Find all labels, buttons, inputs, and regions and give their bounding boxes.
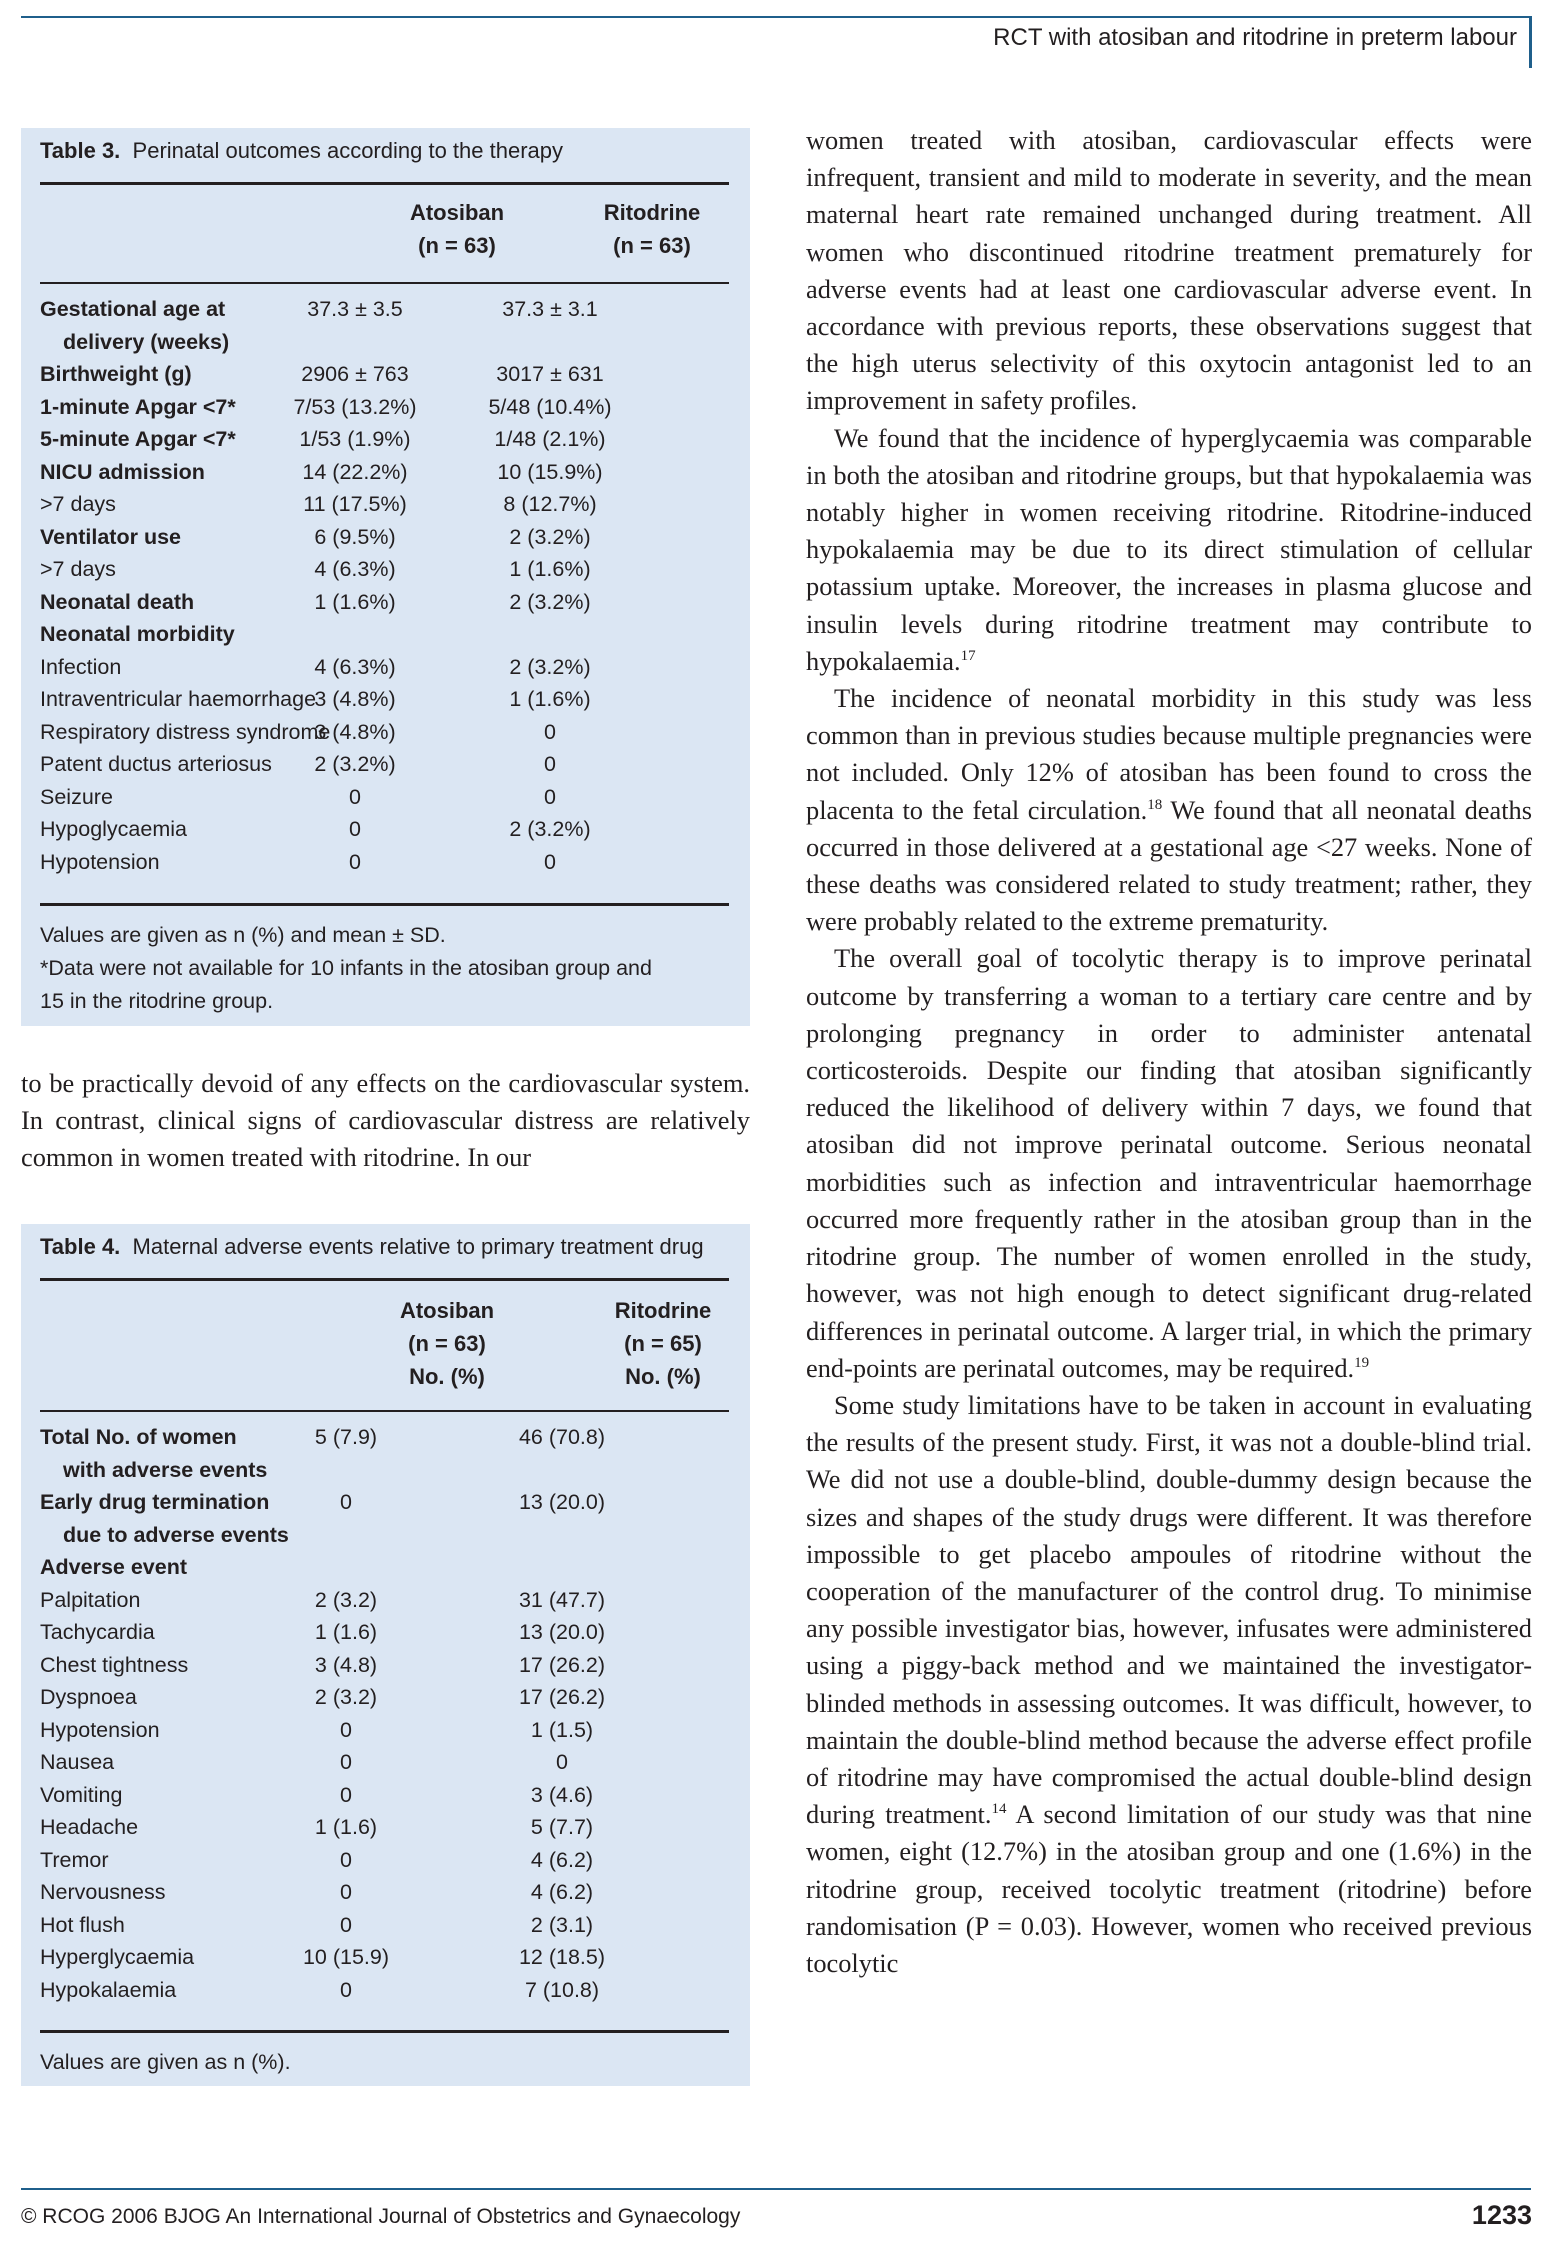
table-3-cell-ritodrine: 1 (1.6%) bbox=[509, 557, 591, 581]
table-4-row bbox=[40, 1746, 729, 1779]
table-4-row bbox=[40, 1811, 729, 1844]
table-3-cell-atosiban: 37.3 ± 3.5 bbox=[307, 297, 403, 321]
table-3-bottom-rule bbox=[40, 903, 729, 906]
table-3-row bbox=[40, 813, 729, 846]
table-4-row bbox=[40, 1519, 729, 1552]
paragraph-text: We found that the incidence of hyperglycaemia was comparable in both the atosiban and ritodrine groups, but that hypokalaemia was notably higher in women receiving ritodrine. Ritodrine-induced hypokalaemia may be due to its direct stimulation of cellular potassium uptake. Moreover, the increases in plasma glucose and insulin levels during ritodrine treatment may contribute to hypokalaemia. bbox=[806, 422, 1532, 676]
table-4-row-label: Hypokalaemia bbox=[40, 1977, 177, 2002]
table-3-row-label: Birthweight (g) bbox=[40, 362, 192, 386]
table-3-top-rule bbox=[40, 182, 729, 185]
table-4-header-rule bbox=[40, 1410, 729, 1412]
table-4-row-label: Early drug termination bbox=[40, 1490, 270, 1514]
table-3-col-atosiban bbox=[357, 196, 557, 262]
table-4-cell-atosiban: 2 (3.2) bbox=[314, 1587, 378, 1612]
table-3-footnote-1: Values are given as n (%) and mean ± SD. bbox=[40, 923, 446, 947]
table-3-row-label: Neonatal death bbox=[40, 589, 195, 614]
table-3-cell-atosiban: 0 bbox=[349, 784, 361, 809]
table-4-row-label: Hypotension bbox=[40, 1717, 160, 1742]
paragraph: women treated with atosiban, cardiovascular effects were infrequent, transient and mild to moderate in severity, and the mean maternal heart rate remained unchanged during treatment. All women who discontinued ritodrine treatment prematurely for adverse events had at least one cardiovascular adverse event. In accordance with previous reports, these observations suggest that the high uterus selectivity of this oxytocin antagonist led to an improvement in safety profiles. bbox=[806, 125, 1532, 416]
table-4-col-atosiban bbox=[347, 1294, 547, 1393]
table-3-cell-ritodrine: 1/48 (2.1%) bbox=[494, 427, 606, 451]
table-4-row-label: Dyspnoea bbox=[40, 1685, 137, 1709]
table-4-col-atosiban-name: Atosiban bbox=[399, 1298, 495, 1323]
paragraph-text: Some study limitations have to be taken in account in evaluating the results of the present study. First, it was not a double-blind trial. We did not use a double-blind, double-dummy design because the sizes and shapes of the study drugs were different. It was therefore impossible to get placebo ampoules of ritodrine without the cooperation of the manufacturer of the control drug. To minimise any possible investigator bias, however, infusates were administered using a piggy-back method and we maintained the investigator-blinded methods in assessing outcomes. It was difficult, however, to maintain the double-blind method because the adverse effect profile of ritodrine may have compromised the actual double-blind design during treatment. bbox=[806, 1389, 1532, 1830]
table-3-row bbox=[40, 553, 729, 586]
paragraph bbox=[806, 420, 1532, 680]
table-3-row-label: Gestational age at bbox=[40, 297, 226, 321]
table-4-cell-ritodrine: 4 (6.2) bbox=[530, 1847, 594, 1872]
table-4-row-label: Nervousness bbox=[40, 1880, 166, 1904]
table-3-cell-atosiban: 4 (6.3%) bbox=[314, 654, 396, 679]
table-3-cell-ritodrine: 2 (3.2%) bbox=[509, 524, 591, 549]
table-4-cell-atosiban: 5 (7.9) bbox=[314, 1425, 378, 1449]
table-3-row-label: Intraventricular haemorrhage bbox=[40, 687, 317, 711]
paragraph-text: A second limitation of our study was that nine women, eight (12.7%) in the atosiban group and one (1.6%) in the ritodrine group, received tocolytic treatment (ritodrine) before randomisation (P = 0.03). However, women who received previous tocolytic bbox=[806, 1799, 1532, 1978]
table-3-cell-atosiban: 14 (22.2%) bbox=[302, 459, 408, 484]
table-3 bbox=[21, 128, 750, 1026]
table-3-cell-ritodrine: 0 bbox=[544, 849, 556, 874]
table-4-title: Maternal adverse events relative to primary treatment drug bbox=[132, 1234, 704, 1259]
table-4-row bbox=[40, 1779, 729, 1812]
table-3-row-label: NICU admission bbox=[40, 459, 205, 484]
table-3-row-label: 1-minute Apgar <7* bbox=[40, 394, 236, 419]
table-3-row bbox=[40, 651, 729, 684]
table-4-cell-atosiban: 0 bbox=[340, 1490, 352, 1514]
table-4-cell-atosiban: 0 bbox=[340, 1717, 352, 1742]
table-3-row bbox=[40, 488, 729, 521]
table-4-row-label: Palpitation bbox=[40, 1587, 141, 1612]
table-4-row bbox=[40, 1454, 729, 1487]
table-4-row bbox=[40, 1681, 729, 1714]
table-3-row bbox=[40, 683, 729, 716]
table-3-cell-ritodrine: 2 (3.2%) bbox=[509, 589, 591, 614]
table-3-cell-ritodrine: 3017 ± 631 bbox=[496, 362, 604, 386]
table-3-title: Perinatal outcomes according to the therapy bbox=[132, 138, 564, 163]
table-4-row-label: Nausea bbox=[40, 1750, 115, 1774]
paragraph bbox=[806, 1387, 1532, 1982]
header-rule bbox=[21, 16, 1531, 18]
table-3-row-label: Seizure bbox=[40, 784, 113, 809]
paragraph bbox=[806, 940, 1532, 1386]
table-3-row bbox=[40, 521, 729, 554]
table-4-top-rule bbox=[40, 1278, 729, 1281]
table-3-row bbox=[40, 586, 729, 619]
table-4-row-label: Hot flush bbox=[40, 1912, 125, 1937]
table-4-cell-ritodrine: 46 (70.8) bbox=[518, 1425, 606, 1449]
table-4-row bbox=[40, 1876, 729, 1909]
table-3-cell-atosiban: 4 (6.3%) bbox=[314, 557, 396, 581]
table-4-cell-atosiban: 0 bbox=[340, 1977, 352, 2002]
table-3-cell-ritodrine: 2 (3.2%) bbox=[509, 654, 591, 679]
table-4-row-label: Headache bbox=[40, 1815, 139, 1839]
footer-journal: © RCOG 2006 BJOG An International Journal of Obstetrics and Gynaecology bbox=[21, 2205, 741, 2228]
table-3-row bbox=[40, 391, 729, 424]
table-3-row bbox=[40, 358, 729, 391]
page-number: 1233 bbox=[1471, 2200, 1532, 2230]
table-4-row bbox=[40, 1551, 729, 1584]
table-4-col-ritodrine-name: Ritodrine bbox=[614, 1298, 712, 1323]
table-3-row bbox=[40, 716, 729, 749]
table-4-cell-atosiban: 1 (1.6) bbox=[314, 1620, 378, 1644]
table-4-col-ritodrine-unit: No. (%) bbox=[625, 1364, 701, 1389]
table-4-cell-atosiban: 1 (1.6) bbox=[314, 1815, 378, 1839]
table-3-row bbox=[40, 423, 729, 456]
table-3-row-label: >7 days bbox=[40, 557, 116, 581]
table-3-cell-atosiban: 0 bbox=[349, 849, 361, 874]
table-3-row-label: delivery (weeks) bbox=[63, 329, 230, 354]
table-3-row-label: Hypoglycaemia bbox=[40, 817, 187, 841]
table-4-cell-ritodrine: 1 (1.5) bbox=[530, 1717, 594, 1742]
table-4-cell-ritodrine: 17 (26.2) bbox=[518, 1685, 606, 1709]
paragraph-text: We found that all neonatal deaths occurred in those delivered at a gestational age <27 weeks. None of these deaths was considered related to study treatment; rather, they were probably related to the extreme prematurity. bbox=[806, 794, 1533, 937]
table-3-cell-atosiban: 2906 ± 763 bbox=[301, 362, 409, 386]
table-4-col-ritodrine bbox=[563, 1294, 763, 1393]
table-4-row bbox=[40, 1844, 729, 1877]
table-4-cell-ritodrine: 7 (10.8) bbox=[524, 1977, 600, 2002]
table-4-cell-ritodrine: 0 bbox=[556, 1750, 568, 1774]
table-3-col-ritodrine bbox=[552, 196, 752, 262]
body-text-right bbox=[806, 122, 1532, 1982]
table-3-row bbox=[40, 846, 729, 879]
table-3-row bbox=[40, 618, 729, 651]
citation-ref[interactable]: 14 bbox=[991, 1801, 1007, 1818]
table-4-row bbox=[40, 1486, 729, 1519]
table-4 bbox=[21, 1224, 750, 2086]
table-3-row bbox=[40, 781, 729, 814]
table-4-bottom-rule bbox=[40, 2030, 729, 2033]
table-3-row-label: Ventilator use bbox=[40, 524, 181, 549]
table-3-row-label: Respiratory distress syndrome bbox=[40, 719, 331, 744]
citation-ref[interactable]: 18 bbox=[1147, 796, 1163, 813]
table-4-row-label: Tremor bbox=[40, 1847, 109, 1872]
table-4-cell-atosiban: 3 (4.8) bbox=[314, 1652, 378, 1677]
table-4-cell-atosiban: 0 bbox=[340, 1880, 352, 1904]
table-4-col-ritodrine-n: (n = 65) bbox=[624, 1331, 702, 1356]
table-4-cell-ritodrine: 13 (20.0) bbox=[518, 1490, 606, 1514]
table-3-cell-atosiban: 11 (17.5%) bbox=[303, 492, 407, 516]
table-3-col-atosiban-n: (n = 63) bbox=[418, 233, 496, 258]
table-3-row-label: Infection bbox=[40, 654, 122, 679]
table-4-row-label: Adverse event bbox=[40, 1555, 187, 1579]
table-3-cell-ritodrine: 5/48 (10.4%) bbox=[488, 394, 612, 419]
table-3-row-label: Patent ductus arteriosus bbox=[40, 752, 272, 776]
table-3-row bbox=[40, 326, 729, 359]
table-3-cell-ritodrine: 0 bbox=[544, 784, 556, 809]
table-3-cell-atosiban: 6 (9.5%) bbox=[314, 524, 396, 549]
table-4-row-label: with adverse events bbox=[63, 1457, 268, 1482]
paragraph bbox=[806, 680, 1532, 940]
citation-ref[interactable]: 17 bbox=[960, 648, 976, 665]
table-3-row-label: Hypotension bbox=[40, 849, 160, 874]
table-3-col-ritodrine-n: (n = 63) bbox=[613, 233, 691, 258]
table-3-label: Table 3. bbox=[40, 138, 121, 163]
table-4-row bbox=[40, 1909, 729, 1942]
paragraph-text: The incidence of neonatal morbidity in this study was less common than in previous studies because multiple pregnancies were not included. Only 12% of atosiban has been found to cross the placenta to the fetal circulation. bbox=[806, 683, 1532, 825]
table-3-cell-ritodrine: 1 (1.6%) bbox=[509, 687, 591, 711]
table-3-cell-atosiban: 1 (1.6%) bbox=[314, 589, 396, 614]
table-3-col-ritodrine-name: Ritodrine bbox=[603, 200, 701, 225]
running-head: RCT with atosiban and ritodrine in preterm labour bbox=[993, 24, 1517, 51]
table-3-cell-atosiban: 0 bbox=[349, 817, 361, 841]
table-4-cell-atosiban: 0 bbox=[340, 1782, 352, 1807]
table-4-row-label: Vomiting bbox=[40, 1782, 123, 1807]
table-4-footnote-1: Values are given as n (%). bbox=[40, 2050, 291, 2074]
table-4-row-label: Chest tightness bbox=[40, 1652, 189, 1677]
paragraph: to be practically devoid of any effects on the cardiovascular system. In contrast, clinical signs of cardiovascular distress are relatively common in women treated with ritodrine. In our bbox=[21, 1068, 750, 1173]
table-4-row bbox=[40, 1421, 729, 1454]
table-3-row-label: >7 days bbox=[40, 492, 116, 516]
table-3-cell-ritodrine: 37.3 ± 3.1 bbox=[502, 297, 598, 321]
table-4-cell-ritodrine: 17 (26.2) bbox=[518, 1652, 606, 1677]
table-4-row bbox=[40, 1649, 729, 1682]
table-4-row-label: Tachycardia bbox=[40, 1620, 155, 1644]
table-4-cell-atosiban: 0 bbox=[340, 1750, 352, 1774]
table-3-cell-atosiban: 7/53 (13.2%) bbox=[293, 394, 417, 419]
table-3-cell-atosiban: 3 (4.8%) bbox=[314, 687, 396, 711]
table-4-cell-ritodrine: 13 (20.0) bbox=[518, 1620, 606, 1644]
table-3-header-rule bbox=[40, 282, 729, 284]
table-3-row bbox=[40, 293, 729, 326]
table-4-cell-atosiban: 10 (15.9) bbox=[302, 1945, 390, 1969]
table-4-row bbox=[40, 1616, 729, 1649]
table-3-cell-ritodrine: 8 (12.7%) bbox=[503, 492, 597, 516]
table-3-row-label: Neonatal morbidity bbox=[40, 622, 235, 646]
footer-rule bbox=[21, 2188, 1531, 2190]
table-3-caption bbox=[40, 138, 563, 164]
table-3-cell-ritodrine: 2 (3.2%) bbox=[509, 817, 591, 841]
table-4-row bbox=[40, 1974, 729, 2007]
table-4-row-label: Total No. of women bbox=[40, 1425, 237, 1449]
table-4-col-atosiban-unit: No. (%) bbox=[409, 1364, 485, 1389]
table-4-cell-ritodrine: 3 (4.6) bbox=[530, 1782, 594, 1807]
table-4-cell-ritodrine: 5 (7.7) bbox=[530, 1815, 594, 1839]
table-4-row bbox=[40, 1941, 729, 1974]
table-4-cell-atosiban: 0 bbox=[340, 1912, 352, 1937]
header-vertical-rule bbox=[1529, 16, 1532, 68]
table-4-row-label: Hyperglycaemia bbox=[40, 1945, 195, 1969]
table-3-cell-atosiban: 1/53 (1.9%) bbox=[299, 427, 411, 451]
table-3-footnote-2: *Data were not available for 10 infants in the atosiban group and bbox=[40, 956, 652, 980]
table-3-col-atosiban-name: Atosiban bbox=[409, 200, 505, 225]
table-4-caption bbox=[40, 1234, 704, 1260]
table-3-row-label: 5-minute Apgar <7* bbox=[40, 427, 236, 451]
table-4-cell-ritodrine: 31 (47.7) bbox=[518, 1587, 606, 1612]
table-3-footnote-3: 15 in the ritodrine group. bbox=[40, 989, 274, 1013]
table-4-row bbox=[40, 1714, 729, 1747]
table-4-cell-atosiban: 2 (3.2) bbox=[314, 1685, 378, 1709]
table-4-cell-ritodrine: 4 (6.2) bbox=[530, 1880, 594, 1904]
table-4-row bbox=[40, 1584, 729, 1617]
table-3-cell-ritodrine: 10 (15.9%) bbox=[497, 459, 603, 484]
table-3-cell-ritodrine: 0 bbox=[544, 719, 556, 744]
table-3-cell-ritodrine: 0 bbox=[544, 752, 556, 776]
table-3-row bbox=[40, 456, 729, 489]
table-4-col-atosiban-n: (n = 63) bbox=[408, 1331, 486, 1356]
citation-ref[interactable]: 19 bbox=[1354, 1354, 1370, 1371]
table-4-row-label: due to adverse events bbox=[63, 1522, 289, 1547]
table-4-cell-ritodrine: 12 (18.5) bbox=[518, 1945, 606, 1969]
table-4-label: Table 4. bbox=[40, 1234, 121, 1259]
paragraph-text: The overall goal of tocolytic therapy is to improve perinatal outcome by transferring a woman to a tertiary care centre and by prolonging pregnancy in order to administer antenatal corticosteroids. Despite our finding that atosiban significantly reduced the likelihood of delivery within 7 days, we found that atosiban did not improve perinatal outcome. Serious neonatal morbidities such as infection and intraventricular haemorrhage occurred more frequently rather in the atosiban group than in the ritodrine group. The number of women enrolled in the study, however, was not high enough to detect significant drug-related differences in perinatal outcome. A larger trial, in which the primary end-points are perinatal outcomes, may be required. bbox=[806, 943, 1532, 1383]
table-3-cell-atosiban: 3 (4.8%) bbox=[314, 719, 396, 744]
table-3-cell-atosiban: 2 (3.2%) bbox=[314, 752, 396, 776]
table-3-row bbox=[40, 748, 729, 781]
table-4-cell-atosiban: 0 bbox=[340, 1847, 352, 1872]
body-text-left bbox=[21, 1065, 750, 1177]
table-4-cell-ritodrine: 2 (3.1) bbox=[530, 1912, 594, 1937]
